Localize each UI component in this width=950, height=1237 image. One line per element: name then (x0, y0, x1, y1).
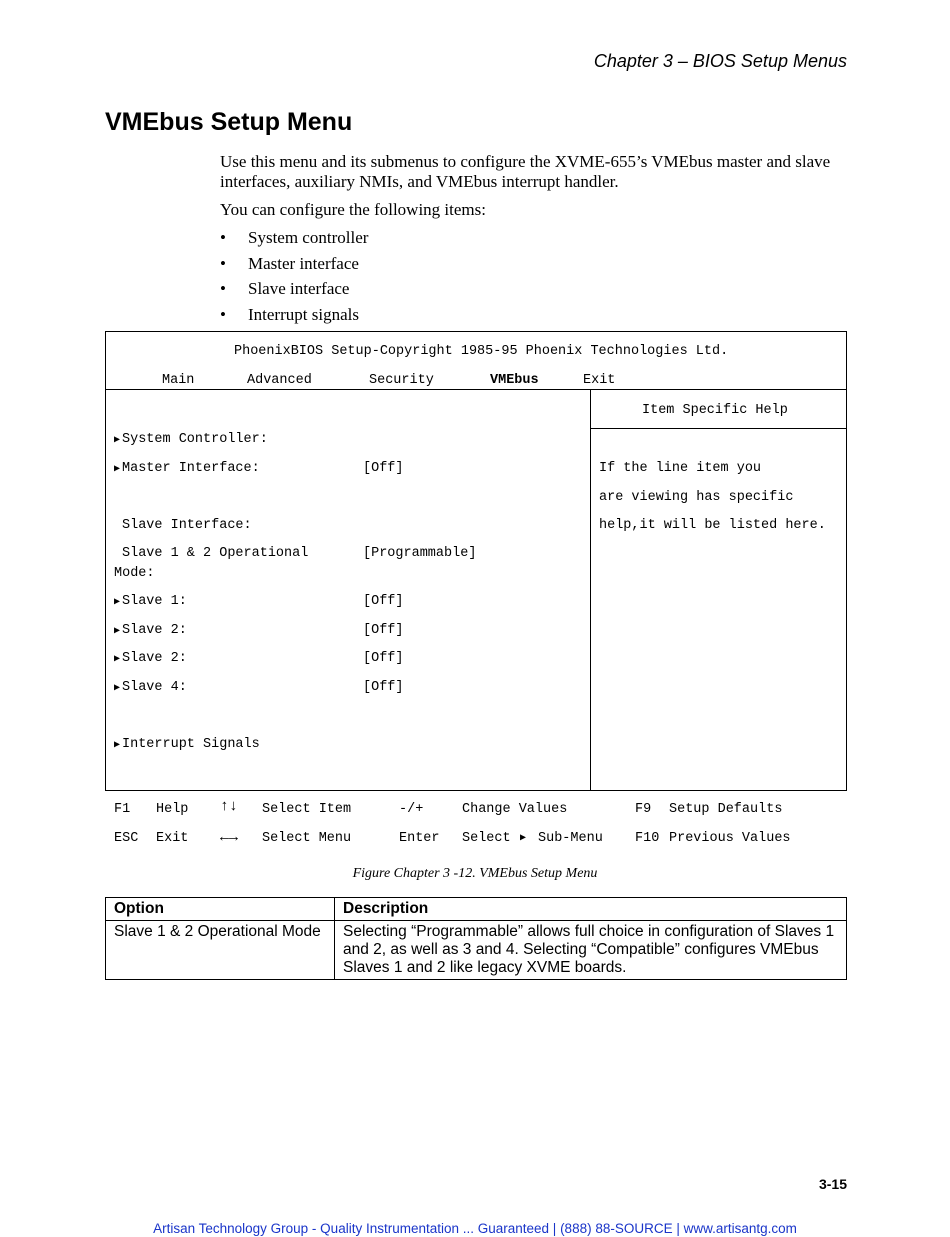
up-down-arrows-icon: ↑↓ (220, 798, 239, 815)
bullet-icon: • (220, 228, 226, 247)
slave-operational-mode-value[interactable]: [Programmable] (363, 546, 477, 561)
help-divider (590, 428, 846, 429)
key-enter: Enter (399, 831, 440, 846)
table-cell-option: Slave 1 & 2 Operational Mode (106, 921, 335, 980)
menu-exit[interactable]: Exit (583, 373, 616, 388)
list-item: • Master interface (220, 253, 359, 273)
bullet-icon: • (220, 279, 226, 298)
option-master-interface[interactable]: ▶ Master Interface: (114, 461, 260, 476)
column-header-option: Option (106, 898, 335, 921)
column-header-description: Description (335, 898, 847, 921)
setup-defaults-label: Setup Defaults (669, 802, 783, 817)
select-menu-label: Select Menu (262, 831, 352, 846)
intro-paragraph: Use this menu and its submenus to configure the XVME-655’s VMEbus master and slave interfaces, auxiliary NMIs, and VMEbus interrupt handler. (220, 152, 831, 191)
options-table (105, 897, 847, 980)
key-f9: F9 (635, 802, 652, 817)
submenu-arrow-icon: ▶ (114, 597, 121, 608)
key-f1: F1 (114, 802, 131, 817)
help-title: Item Specific Help (642, 403, 788, 418)
help-text-line: If the line item you (599, 461, 762, 476)
submenu-arrow-icon: ▶ (114, 740, 121, 751)
option-slave-interface: Slave Interface: (122, 518, 252, 533)
list-intro: You can configure the following items: (220, 200, 486, 219)
bullet-icon: • (220, 304, 226, 324)
option-system-controller[interactable]: ▶ System Controller: (114, 432, 268, 447)
table-row (106, 921, 847, 980)
bios-menu-bar (106, 373, 846, 389)
bios-setup-screen (105, 331, 847, 791)
list-item: • System controller (220, 228, 369, 247)
submenu-arrow-icon: ▶ (114, 464, 121, 475)
option-slave-operational-mode[interactable]: Slave 1 & 2 Operational (122, 546, 309, 561)
list-item: • Interrupt signals (220, 304, 359, 324)
key-esc: ESC (114, 831, 139, 846)
page-number: 3-15 (818, 1176, 847, 1192)
key-f1-label: Help (156, 802, 189, 817)
table-header-row (106, 898, 847, 921)
submenu-arrow-icon: ▶ (114, 683, 121, 694)
change-values-label: Change Values (462, 802, 568, 817)
key-f10: F10 (635, 831, 660, 846)
help-panel-divider (590, 389, 591, 790)
slave-4-value[interactable]: [Off] (363, 680, 404, 695)
submenu-arrow-icon: ▶ (114, 654, 121, 665)
bios-copyright: PhoenixBIOS Setup-Copyright 1985-95 Phoenix Technologies Ltd. (234, 344, 729, 359)
menu-advanced[interactable]: Advanced (247, 373, 312, 388)
help-text-line: help,it will be listed here. (599, 518, 826, 533)
master-interface-value[interactable]: [Off] (363, 461, 404, 476)
submenu-arrow-icon: ▶ (114, 626, 121, 637)
slave-2-value[interactable]: [Off] (363, 623, 404, 638)
submenu-arrow-icon: ▶ (520, 833, 527, 844)
figure-caption: Figure Chapter 3 -12. VMEbus Setup Menu (352, 866, 598, 881)
option-slave-2[interactable]: ▶ Slave 2: (114, 623, 187, 638)
key-esc-label: Exit (156, 831, 189, 846)
list-item: • Slave interface (220, 279, 350, 298)
option-slave-operational-mode-cont: Mode: (114, 566, 155, 581)
submenu-arrow-icon: ▶ (114, 435, 121, 446)
menu-vmebus[interactable]: VMEbus (490, 373, 539, 388)
slave-3-value[interactable]: [Off] (363, 651, 404, 666)
page-title: VMEbus Setup Menu (105, 108, 353, 136)
slave-1-value[interactable]: [Off] (363, 594, 404, 609)
bullet-icon: • (220, 253, 226, 273)
footer-link[interactable]: Artisan Technology Group - Quality Instrumentation ... Guaranteed | (888) 88-SOURCE | www.artisantg.com (153, 1221, 797, 1236)
option-slave-3[interactable]: ▶ Slave 2: (114, 651, 187, 666)
select-item-label: Select Item (262, 802, 352, 817)
help-text-line: are viewing has specific (599, 490, 794, 505)
menu-divider (106, 389, 846, 390)
chapter-header: Chapter 3 – BIOS Setup Menus (593, 51, 847, 71)
key-plus-minus: -/+ (399, 802, 424, 817)
previous-values-label: Previous Values (669, 831, 791, 846)
menu-main[interactable]: Main (162, 373, 195, 388)
table-cell-description: Selecting “Programmable” allows full choice in configuration of Slaves 1 and 2, as well as 3 and 4. Selecting “Compatible” configures VMEbus Slaves 1 and 2 like legacy XVME boards. (335, 921, 847, 980)
left-right-arrows-icon: ←→ (220, 829, 239, 846)
select-label: Select (462, 831, 511, 846)
menu-security[interactable]: Security (369, 373, 434, 388)
option-slave-4[interactable]: ▶ Slave 4: (114, 680, 187, 695)
option-interrupt-signals[interactable]: ▶ Interrupt Signals (114, 737, 260, 752)
option-slave-1[interactable]: ▶ Slave 1: (114, 594, 187, 609)
sub-menu-label: Sub-Menu (538, 831, 603, 846)
feature-list (220, 227, 368, 329)
